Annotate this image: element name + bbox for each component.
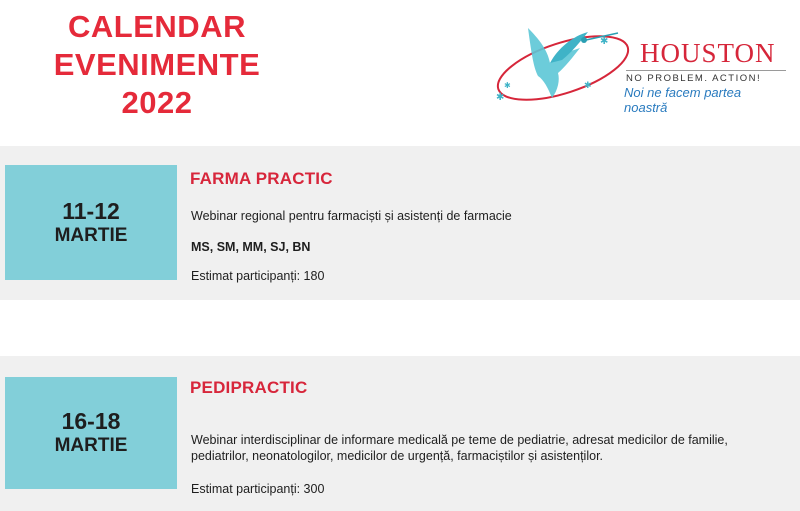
- event-title: PEDIPRACTIC: [190, 378, 308, 397]
- logo-slogan: Noi ne facem partea noastră: [624, 85, 742, 115]
- svg-text:✱: ✱: [600, 36, 609, 47]
- svg-text:✱: ✱: [584, 80, 592, 90]
- event-month: MARTIE: [54, 224, 128, 246]
- page-title: [22, 8, 292, 122]
- svg-text:✱: ✱: [496, 92, 505, 103]
- hummingbird-icon: [488, 18, 638, 113]
- title-line-3: 2022: [121, 85, 193, 120]
- event-regions: MS, SM, MM, SJ, BN: [191, 240, 311, 254]
- event-participants: Estimat participanți: 180: [191, 269, 325, 283]
- event-date-box: [5, 377, 177, 489]
- event-row: [0, 356, 800, 511]
- title-line-1: CALENDAR: [68, 9, 246, 44]
- event-participants: Estimat participanți: 300: [191, 482, 325, 496]
- event-date-box: [5, 165, 177, 280]
- header: [0, 0, 800, 145]
- event-row: [0, 146, 800, 300]
- houston-logo: [488, 18, 788, 113]
- title-line-2: EVENIMENTE: [53, 47, 261, 82]
- event-month: MARTIE: [54, 435, 128, 456]
- logo-name: HOUSTON: [640, 38, 776, 68]
- logo-tagline: NO PROBLEM. ACTION!: [626, 70, 786, 84]
- event-description: Webinar regional pentru farmaciști și asistenți de farmacie: [191, 209, 512, 223]
- event-title: FARMA PRACTIC: [190, 169, 333, 188]
- svg-text:✱: ✱: [504, 81, 511, 90]
- event-description: Webinar interdisciplinar de informare medicală pe teme de pediatrie, adresat medicilor de familie, pediatrilor, neonatologilor, medicilor de urgență, farmaciștilor și asistenților.: [191, 433, 728, 463]
- event-days: 11-12: [62, 197, 120, 224]
- event-days: 16-18: [61, 408, 121, 434]
